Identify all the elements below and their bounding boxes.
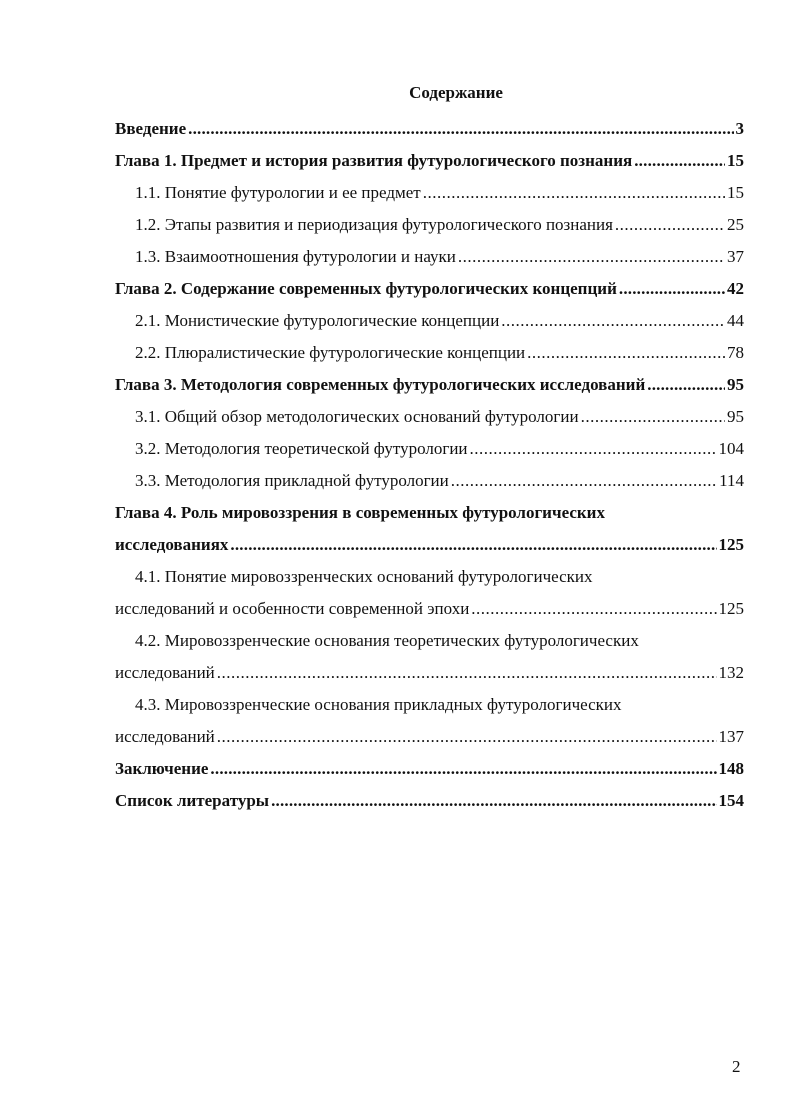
toc-entry-page: 132 xyxy=(718,663,744,682)
toc-entry-section-1-3[interactable] xyxy=(115,241,744,273)
toc-entry-label: Заключение xyxy=(115,759,209,778)
dot-leader xyxy=(647,369,725,401)
toc-entry-page: 148 xyxy=(718,759,744,778)
toc-entry-section-4-3-line-1[interactable] xyxy=(115,689,744,721)
dot-leader xyxy=(471,593,716,625)
toc-entry-label: исследований и особенности современной эпохи xyxy=(115,599,470,618)
dot-leader xyxy=(271,785,716,817)
dot-leader xyxy=(634,145,725,177)
toc-entry-page: 95 xyxy=(727,375,744,394)
dot-leader xyxy=(210,753,716,785)
toc-entry-label: Глава 1. Предмет и история развития футурологического познания xyxy=(115,151,633,170)
toc-entry-label: 3.1. Общий обзор методологических оснований футурологии xyxy=(135,407,579,426)
page-title: Содержание xyxy=(409,83,503,102)
toc-entry-label: Глава 4. Роль мировоззрения в современных футурологических xyxy=(115,503,605,522)
toc-entry-label: 2.1. Монистические футурологические концепции xyxy=(135,311,500,330)
toc-entry-page: 15 xyxy=(727,183,744,202)
toc-entry-page: 37 xyxy=(727,247,744,266)
toc-entry-chapter-4-line-1[interactable] xyxy=(115,497,744,529)
toc-entry-conclusion[interactable] xyxy=(115,753,744,785)
toc-entry-label: 4.2. Мировоззренческие основания теоретических футурологических xyxy=(135,631,639,650)
dot-leader xyxy=(217,657,717,689)
dot-leader xyxy=(615,209,725,241)
page-number: 2 xyxy=(732,1057,741,1076)
toc-entry-page: 44 xyxy=(727,311,744,330)
toc-entry-page: 114 xyxy=(719,471,744,490)
toc-entry-section-4-3-line-2[interactable] xyxy=(115,721,744,753)
dot-leader xyxy=(527,337,725,369)
toc-entry-label: исследований xyxy=(115,727,215,746)
toc-entry-label: Введение xyxy=(115,119,187,138)
toc-entry-label: 3.2. Методология теоретической футурологии xyxy=(135,439,468,458)
toc-entry-section-1-2[interactable] xyxy=(115,209,744,241)
toc-entry-references[interactable] xyxy=(115,785,744,817)
toc-entry-chapter-2[interactable] xyxy=(115,273,744,305)
toc-entry-section-3-1[interactable] xyxy=(115,401,744,433)
dot-leader xyxy=(451,465,717,497)
toc-entry-label: 4.1. Понятие мировоззренческих оснований футурологических xyxy=(135,567,593,586)
dot-leader xyxy=(501,305,725,337)
toc-entry-page: 15 xyxy=(727,151,744,170)
dot-leader xyxy=(470,433,717,465)
toc-entry-section-1-1[interactable] xyxy=(115,177,744,209)
dot-leader xyxy=(423,177,725,209)
dot-leader xyxy=(188,113,733,145)
toc-entry-page: 137 xyxy=(718,727,744,746)
toc-entry-section-4-2-line-1[interactable] xyxy=(115,625,744,657)
dot-leader xyxy=(581,401,725,433)
toc-entry-label: 2.2. Плюралистические футурологические концепции xyxy=(135,343,526,362)
toc-entry-label: Глава 2. Содержание современных футурологических концепций xyxy=(115,279,617,298)
toc-entry-label: Список литературы xyxy=(115,791,270,810)
toc-entry-label: Глава 3. Методология современных футурологических исследований xyxy=(115,375,646,394)
toc-entry-section-4-2-line-2[interactable] xyxy=(115,657,744,689)
dot-leader xyxy=(230,529,716,561)
toc-entry-label: 3.3. Методология прикладной футурологии xyxy=(135,471,449,490)
toc-entry-section-4-1-line-1[interactable] xyxy=(115,561,744,593)
toc-entry-page: 125 xyxy=(718,535,744,554)
toc-entry-page: 25 xyxy=(727,215,744,234)
toc-entry-label: 1.3. Взаимоотношения футурологии и науки xyxy=(135,247,456,266)
toc-entry-page: 154 xyxy=(718,791,744,810)
toc-entry-label: 1.1. Понятие футурологии и ее предмет xyxy=(135,183,421,202)
toc-entry-label: исследованиях xyxy=(115,535,229,554)
toc-entry-chapter-3[interactable] xyxy=(115,369,744,401)
toc-entry-section-3-2[interactable] xyxy=(115,433,744,465)
toc-entry-section-3-3[interactable] xyxy=(115,465,744,497)
toc-entry-page: 78 xyxy=(727,343,744,362)
table-of-contents xyxy=(115,113,744,817)
toc-entry-chapter-4-line-2[interactable] xyxy=(115,529,744,561)
dot-leader xyxy=(619,273,725,305)
toc-entry-page: 3 xyxy=(735,119,744,138)
toc-entry-chapter-1[interactable] xyxy=(115,145,744,177)
toc-entry-label: 1.2. Этапы развития и периодизация футурологического познания xyxy=(135,215,613,234)
toc-entry-page: 95 xyxy=(727,407,744,426)
toc-entry-page: 42 xyxy=(727,279,744,298)
dot-leader xyxy=(458,241,725,273)
toc-entry-intro[interactable] xyxy=(115,113,744,145)
toc-entry-section-4-1-line-2[interactable] xyxy=(115,593,744,625)
toc-entry-label: исследований xyxy=(115,663,215,682)
dot-leader xyxy=(217,721,717,753)
toc-entry-section-2-2[interactable] xyxy=(115,337,744,369)
toc-entry-label: 4.3. Мировоззренческие основания прикладных футурологических xyxy=(135,695,622,714)
toc-entry-section-2-1[interactable] xyxy=(115,305,744,337)
toc-entry-page: 125 xyxy=(718,599,744,618)
toc-entry-page: 104 xyxy=(718,439,744,458)
